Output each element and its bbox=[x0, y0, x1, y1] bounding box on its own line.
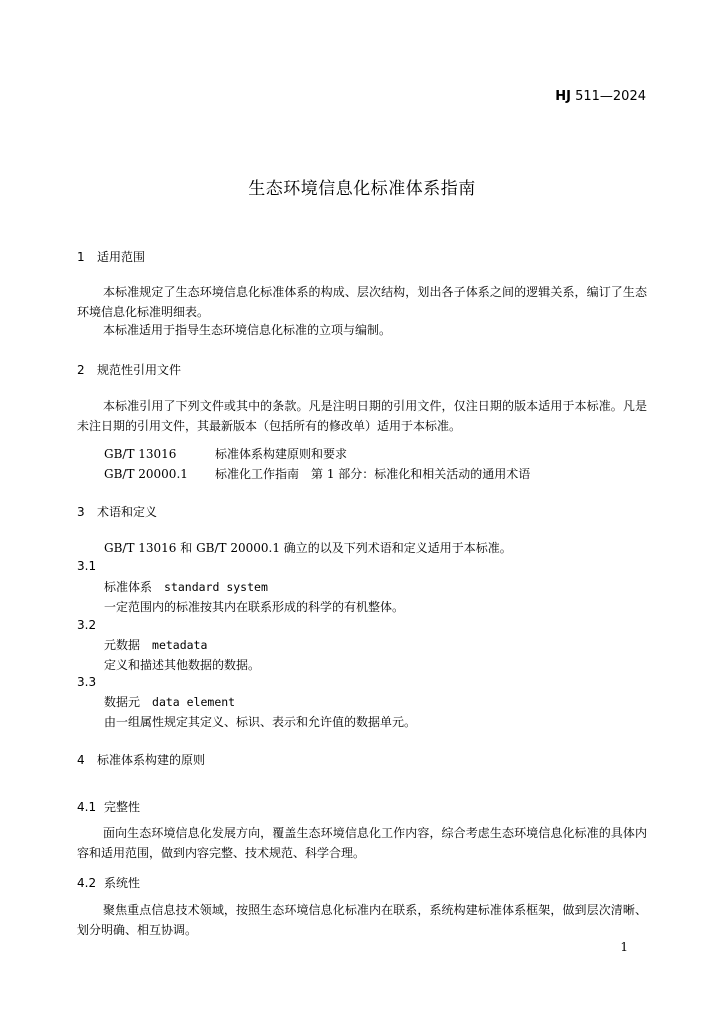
section-1-paragraph-1: 本标准规定了生态环境信息化标准体系的构成、层次结构，划出各子体系之间的逻辑关系，编订了生态环境信息化标准明细表。 bbox=[77, 285, 647, 319]
term-number: 3.2 bbox=[77, 618, 97, 632]
subsection-paragraph: 面向生态环境信息化发展方向，覆盖生态环境信息化工作内容，综合考虑生态环境信息化标准的具体内容和适用范围，做到内容完整、技术规范、科学合理。 bbox=[77, 826, 647, 860]
reference-item: GB/T 13016 标准体系构建原则和要求 bbox=[104, 447, 348, 461]
section-1-paragraph-2: 本标准适用于指导生态环境信息化标准的立项与编制。 bbox=[103, 323, 392, 337]
term-title: 标准体系 standard system bbox=[104, 580, 268, 594]
document-title: 生态环境信息化标准体系指南 bbox=[248, 179, 476, 199]
section-3-heading: 3 术语和定义 bbox=[77, 505, 158, 519]
section-4-heading: 4 标准体系构建的原则 bbox=[77, 753, 206, 767]
term-number: 3.1 bbox=[77, 559, 97, 573]
section-3-intro: GB/T 13016 和 GB/T 20000.1 确立的以及下列术语和定义适用于本标准。 bbox=[104, 541, 512, 555]
term-definition: 一定范围内的标准按其内在联系形成的科学的有机整体。 bbox=[104, 600, 405, 614]
standard-code: HJ 511—2024 bbox=[555, 89, 646, 104]
page-number: 1 bbox=[620, 940, 628, 954]
section-1-heading: 1 适用范围 bbox=[77, 250, 146, 264]
term-definition: 定义和描述其他数据的数据。 bbox=[104, 658, 261, 672]
term-title: 数据元 data element bbox=[104, 695, 236, 709]
term-definition: 由一组属性规定其定义、标识、表示和允许值的数据单元。 bbox=[104, 715, 417, 729]
section-2-paragraph: 本标准引用了下列文件或其中的条款。凡是注明日期的引用文件，仅注日期的版本适用于本标准。凡是未注日期的引用文件，其最新版本（包括所有的修改单）适用于本标准。 bbox=[77, 399, 647, 433]
term-title: 元数据 metadata bbox=[104, 638, 208, 652]
subsection-heading: 4.1 完整性 bbox=[77, 800, 141, 814]
reference-item: GB/T 20000.1 标准化工作指南 第 1 部分：标准化和相关活动的通用术语 bbox=[104, 467, 531, 481]
subsection-heading: 4.2 系统性 bbox=[77, 876, 141, 890]
section-2-heading: 2 规范性引用文件 bbox=[77, 363, 182, 377]
subsection-paragraph: 聚焦重点信息技术领域，按照生态环境信息化标准内在联系，系统构建标准体系框架，做到层次清晰、划分明确、相互协调。 bbox=[77, 903, 647, 937]
term-number: 3.3 bbox=[77, 675, 97, 689]
